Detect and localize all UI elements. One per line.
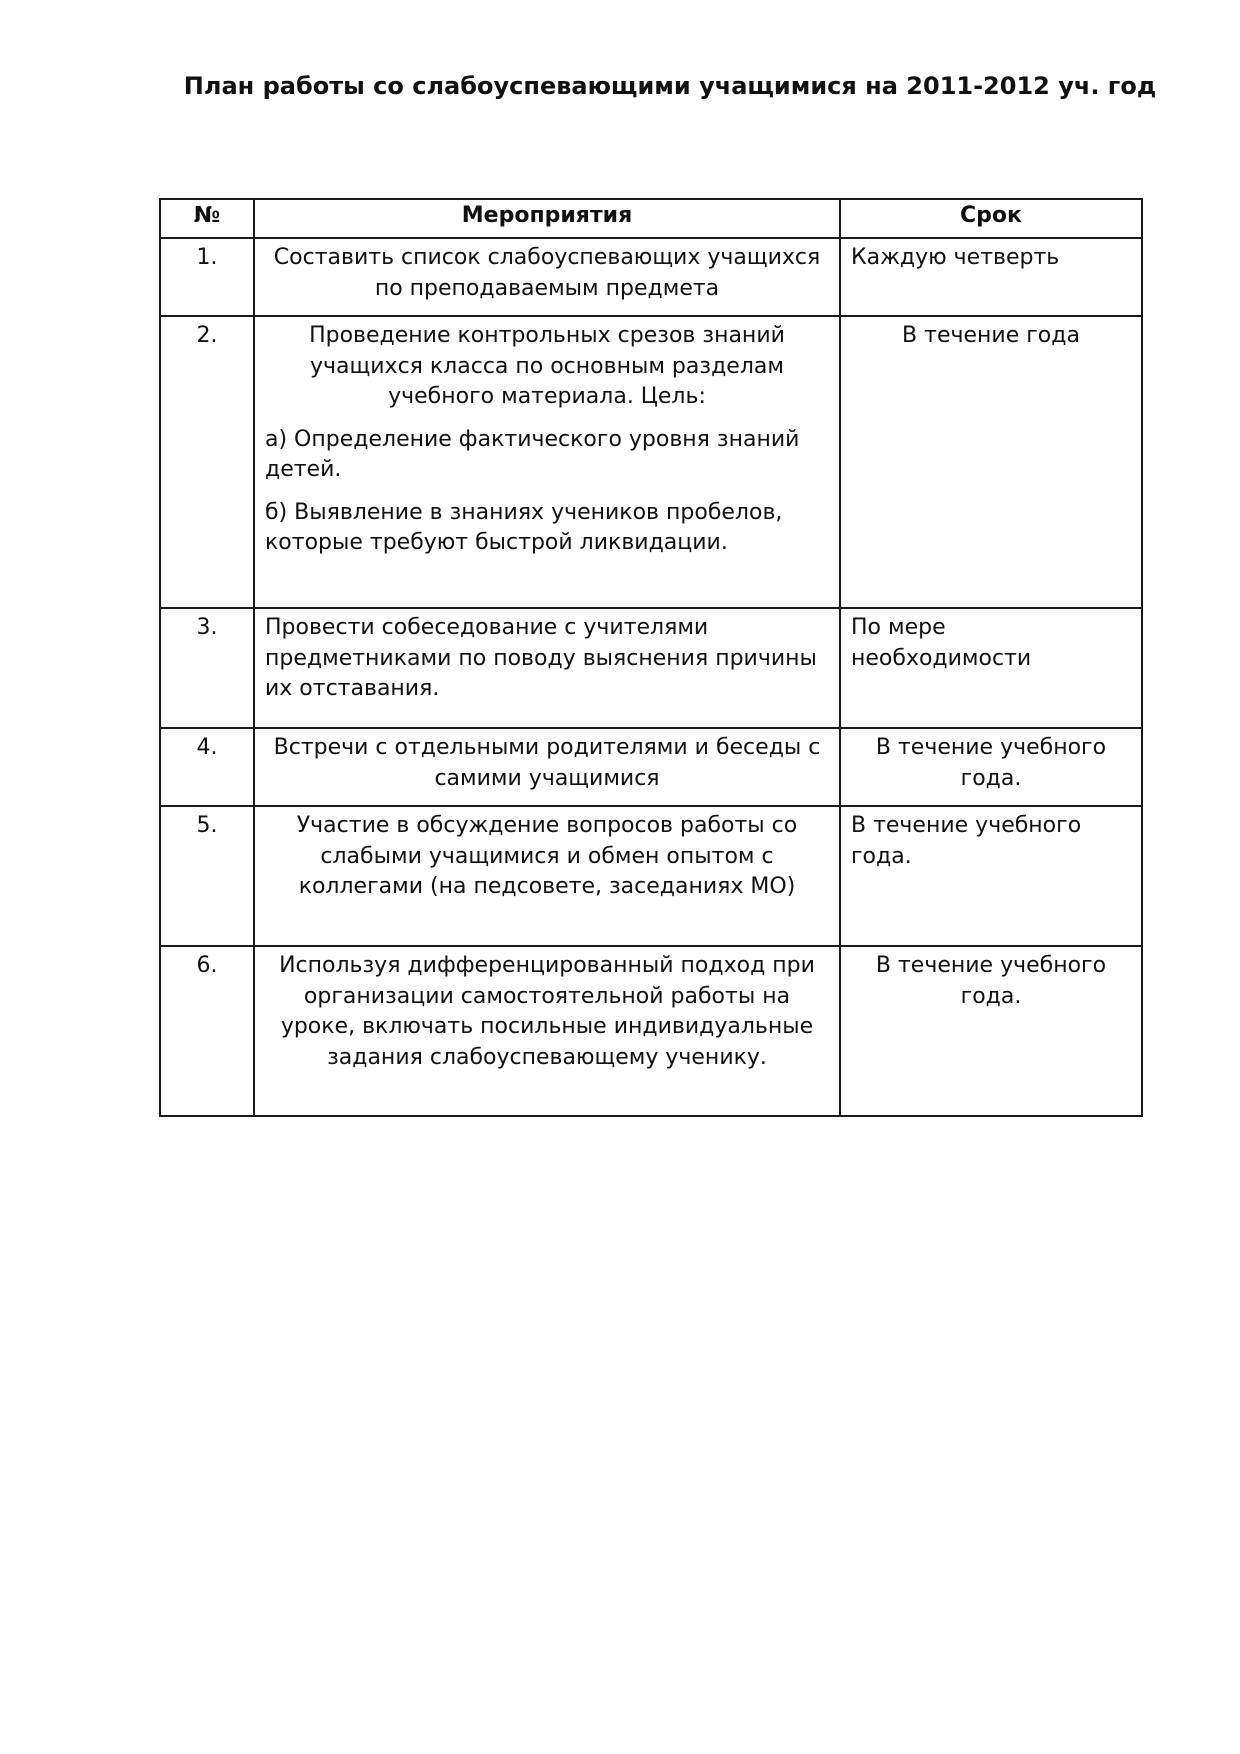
row-number: 6. bbox=[160, 946, 254, 1116]
activity-text: Проведение контрольных срезов знаний учащихся класса по основным разделам учебного материала. Цель: bbox=[309, 323, 785, 409]
term-cell: В течение учебного года. bbox=[840, 728, 1142, 806]
row-number: 2. bbox=[160, 316, 254, 608]
row-number: 5. bbox=[160, 806, 254, 946]
activity-text: Используя дифференцированный подход при организации самостоятельной работы на уроке, включать посильные индивидуальные задания слабоуспевающему ученику. bbox=[279, 953, 815, 1070]
row-number: 4. bbox=[160, 728, 254, 806]
table-row bbox=[160, 608, 1142, 728]
work-plan-table bbox=[159, 198, 1143, 1117]
activity-cell bbox=[254, 608, 840, 728]
activity-text: Составить список слабоуспевающих учащихся по преподаваемым предмета bbox=[273, 245, 821, 301]
page-title: План работы со слабоуспевающими учащимися на 2011-2012 уч. год bbox=[183, 72, 1157, 100]
table-row bbox=[160, 238, 1142, 316]
table-row bbox=[160, 946, 1142, 1116]
term-cell: В течение года bbox=[840, 316, 1142, 608]
table-row bbox=[160, 728, 1142, 806]
term-cell: Каждую четверть bbox=[840, 238, 1142, 316]
term-cell: В течение учебного года. bbox=[840, 806, 1142, 946]
activity-cell bbox=[254, 806, 840, 946]
activity-cell bbox=[254, 238, 840, 316]
activity-cell bbox=[254, 946, 840, 1116]
table-row bbox=[160, 806, 1142, 946]
activity-text: Провести собеседование с учителями предметниками по поводу выяснения причины их отставания. bbox=[265, 615, 817, 701]
term-cell: В течение учебного года. bbox=[840, 946, 1142, 1116]
row-number: 1. bbox=[160, 238, 254, 316]
activity-text: Участие в обсуждение вопросов работы со слабыми учащимися и обмен опытом с коллегами (на педсовете, заседаниях МО) bbox=[296, 813, 798, 899]
table-row bbox=[160, 316, 1142, 608]
header-number: № bbox=[160, 199, 254, 238]
table-header-row bbox=[160, 199, 1142, 238]
term-cell: По мере необходимости bbox=[840, 608, 1142, 728]
activity-cell bbox=[254, 728, 840, 806]
header-activities: Мероприятия bbox=[254, 199, 840, 238]
activity-subitem: а) Определение фактического уровня знаний детей. bbox=[265, 426, 800, 482]
row-number: 3. bbox=[160, 608, 254, 728]
activity-cell bbox=[254, 316, 840, 608]
header-term: Срок bbox=[840, 199, 1142, 238]
activity-subitem: б) Выявление в знаниях учеников пробелов, которые требуют быстрой ликвидации. bbox=[265, 499, 783, 555]
activity-text: Встречи с отдельными родителями и беседы с самими учащимися bbox=[273, 735, 821, 791]
